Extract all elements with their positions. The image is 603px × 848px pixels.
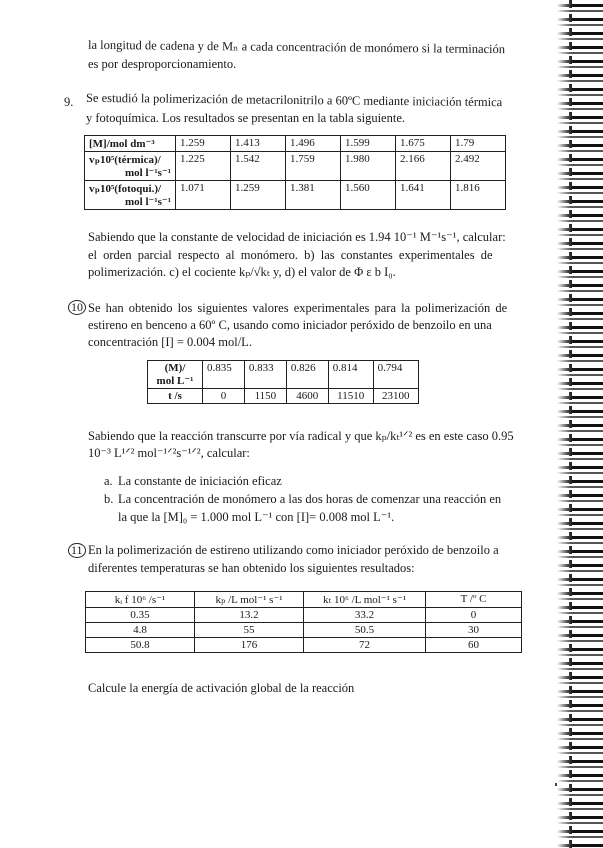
table-cell: 1.259 bbox=[231, 181, 286, 210]
table-cell: 0.826 bbox=[286, 361, 328, 389]
problem-9-question-line-3: polimerización. c) el cociente kₚ/√kₜ y, d) el valor de Φ ε b I₀. bbox=[88, 265, 396, 279]
problem-10-line-3: concentración [I] = 0.004 mol/L. bbox=[88, 335, 252, 349]
problem-10-item-b-line-2: la que la [M]₀ = 1.000 mol L⁻¹ con [I]= 0.008 mol L⁻¹. bbox=[118, 510, 395, 524]
table-cell: 1.980 bbox=[341, 152, 396, 181]
problem-9-question-line-2: el orden parcial respecto al monómero. b) las constantes experimentales de bbox=[88, 248, 493, 262]
table-row-header bbox=[85, 152, 176, 181]
problem-10-number bbox=[68, 300, 86, 315]
table-cell: 60 bbox=[426, 638, 522, 653]
intro-line-2: es por desproporcionamiento. bbox=[88, 57, 237, 71]
problem-9-number: 9. bbox=[64, 95, 74, 109]
table-cell: 0.833 bbox=[244, 361, 286, 389]
table-cell: 33.2 bbox=[304, 608, 426, 623]
table-cell: 1.816 bbox=[451, 181, 506, 210]
table-cell: 30 bbox=[426, 623, 522, 638]
table-row bbox=[86, 592, 522, 608]
table-cell: 1.071 bbox=[176, 181, 231, 210]
table-row bbox=[85, 136, 506, 152]
table-header-cell: kₚ /L mol⁻¹ s⁻¹ bbox=[195, 592, 304, 608]
problem-10-circled-number: 10 bbox=[68, 300, 86, 315]
problem-11-closing: Calcule la energía de activación global de la reacción bbox=[88, 681, 355, 695]
item-a-text: La constante de iniciación eficaz bbox=[118, 474, 282, 488]
table-cell: 0 bbox=[426, 608, 522, 623]
problem-9-table bbox=[84, 135, 506, 210]
table-row bbox=[86, 608, 522, 623]
problem-10-table bbox=[147, 360, 419, 404]
table-row bbox=[86, 638, 522, 653]
item-b-text-line-1: La concentración de monómero a las dos horas de comenzar una reacción en bbox=[118, 492, 502, 506]
problem-11-line-1: En la polimerización de estireno utilizando como iniciador peróxido de benzoilo a bbox=[88, 543, 499, 557]
table-header-cell: kₜ 10⁶ /L mol⁻¹ s⁻¹ bbox=[304, 592, 426, 608]
table-header-cell: T /º C bbox=[426, 592, 522, 608]
table-row bbox=[148, 361, 419, 389]
table-cell: 1.225 bbox=[176, 152, 231, 181]
problem-9-line-1: Se estudió la polimerización de metacrilonitrilo a 60ºC mediante iniciación térmica bbox=[85, 90, 503, 110]
table-row bbox=[148, 389, 419, 404]
table-cell: 1.759 bbox=[286, 152, 341, 181]
table-cell: 1.413 bbox=[231, 136, 286, 152]
row-header-line: mol l⁻¹s⁻¹ bbox=[124, 167, 171, 179]
table-row-header: t /s bbox=[148, 389, 203, 404]
table-row bbox=[86, 623, 522, 638]
table-cell: 2.492 bbox=[451, 152, 506, 181]
problem-10-statement-line-1: Sabiendo que la reacción transcurre por vía radical y que kₚ/kₜ¹ᐟ² es en este caso 0.95 bbox=[88, 429, 514, 443]
table-cell: 0.835 bbox=[203, 361, 245, 389]
problem-10-item-b bbox=[104, 492, 501, 507]
table-row bbox=[85, 152, 506, 181]
table-cell: 0.35 bbox=[86, 608, 195, 623]
table-row-header bbox=[85, 181, 176, 210]
table-cell: 50.5 bbox=[304, 623, 426, 638]
row-header-line: mol l⁻¹s⁻¹ bbox=[124, 196, 171, 208]
table-cell: 1.381 bbox=[286, 181, 341, 210]
table-cell: 23100 bbox=[373, 389, 418, 404]
table-cell: 11510 bbox=[328, 389, 373, 404]
table-cell: 1.560 bbox=[341, 181, 396, 210]
problem-11-number bbox=[68, 543, 86, 558]
table-cell: 1.259 bbox=[176, 136, 231, 152]
table-cell: 1.641 bbox=[396, 181, 451, 210]
table-cell: 50.8 bbox=[86, 638, 195, 653]
table-cell: 176 bbox=[195, 638, 304, 653]
problem-10-line-2: estireno en benceno a 60º C, usando como iniciador peróxido de benzoilo en una bbox=[88, 318, 492, 332]
table-cell: 1.79 bbox=[451, 136, 506, 152]
row-header-line: (M)/ bbox=[164, 362, 186, 374]
table-cell: 2.166 bbox=[396, 152, 451, 181]
problem-9-line-2: y fotoquímica. Los resultados se presentan en la tabla siguiente. bbox=[86, 111, 406, 125]
table-cell: 0.794 bbox=[373, 361, 418, 389]
table-cell: 1.599 bbox=[341, 136, 396, 152]
table-cell: 1.675 bbox=[396, 136, 451, 152]
problem-9-question-line-1: Sabiendo que la constante de velocidad de iniciación es 1.94 10⁻¹ M⁻¹s⁻¹, calcular: bbox=[88, 230, 506, 244]
row-header-line: vₚ10⁵(térmica)/ bbox=[89, 154, 161, 166]
item-b-marker: b. bbox=[104, 492, 114, 506]
problem-10-line-1: Se han obtenido los siguientes valores experimentales para la polimerización de bbox=[88, 301, 508, 315]
table-row-header bbox=[148, 361, 203, 389]
row-header-line: vₚ10⁵(fotoqui.)/ bbox=[89, 183, 162, 195]
table-cell: 1150 bbox=[244, 389, 286, 404]
intro-line-1: la longitud de cadena y de Mₙ a cada concentración de monómero si la terminación bbox=[87, 37, 506, 57]
table-row bbox=[85, 181, 506, 210]
table-cell: 4600 bbox=[286, 389, 328, 404]
problem-11-line-2: diferentes temperaturas se han obtenido los siguientes resultados: bbox=[88, 561, 415, 575]
spiral-binding bbox=[557, 0, 603, 848]
table-cell: 4.8 bbox=[86, 623, 195, 638]
table-cell: 0 bbox=[203, 389, 245, 404]
table-cell: 1.496 bbox=[286, 136, 341, 152]
problem-10-item-a bbox=[104, 474, 282, 489]
problem-10-statement-line-2: 10⁻³ L¹ᐟ² mol⁻¹ᐟ²s⁻¹ᐟ², calcular: bbox=[88, 446, 250, 460]
table-cell: 55 bbox=[195, 623, 304, 638]
problem-11-table bbox=[85, 591, 522, 653]
table-header-cell: kᵢ f 10⁶ /s⁻¹ bbox=[86, 592, 195, 608]
row-header-line: mol L⁻¹ bbox=[156, 375, 194, 387]
table-cell: 0.814 bbox=[328, 361, 373, 389]
item-a-marker: a. bbox=[104, 474, 113, 488]
table-cell: 72 bbox=[304, 638, 426, 653]
table-cell: 1.542 bbox=[231, 152, 286, 181]
problem-11-circled-number: 11 bbox=[68, 543, 86, 558]
table-cell: 13.2 bbox=[195, 608, 304, 623]
table-row-header: [M]/mol dm⁻³ bbox=[85, 136, 176, 152]
